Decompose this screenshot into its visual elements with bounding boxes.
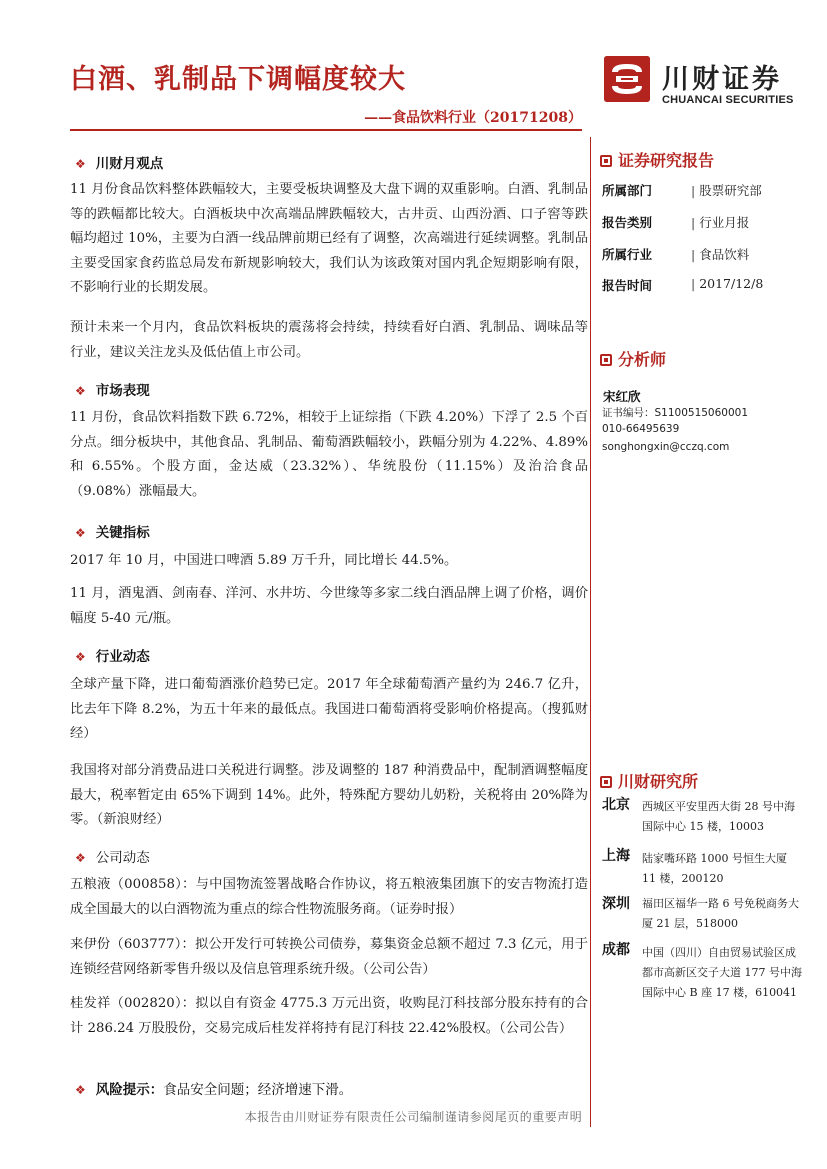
analyst-name: 宋红欣 — [603, 389, 641, 404]
office-address-chengdu: 中国（四川）自由贸易试验区成都市高新区交子大道 177 号中海国际中心 B 座 17 楼，610041 — [642, 946, 802, 999]
analyst-phone: 010-66495639 — [602, 423, 680, 435]
column-divider — [590, 137, 591, 1127]
office-city-beijing: 北京 — [602, 797, 630, 813]
risk-text: 食品安全问题；经济增速下滑。 — [163, 1082, 353, 1098]
office-city-shanghai: 上海 — [602, 848, 630, 864]
sidebar-heading-report: 证券研究报告 — [600, 148, 714, 171]
meta-label-date: 报告时间 — [602, 278, 653, 293]
header-divider — [70, 129, 582, 131]
diamond-bullet-icon: ❖ — [75, 650, 86, 664]
analyst-email[interactable]: songhongxin@cczq.com — [602, 441, 730, 453]
report-square-icon — [600, 155, 612, 167]
office-address-shanghai: 陆家嘴环路 1000 号恒生大厦 11 楼，200120 — [642, 852, 787, 885]
company-paragraph-3: 桂发祥（002820）：拟以自有资金 4775.3 万元出资，收购昆汀科技部分股东持有的合计 286.24 万股股份，交易完成后桂发祥将持有昆汀科技 22.42%股权。（公司公告） — [70, 996, 588, 1036]
report-title: 白酒、乳制品下调幅度较大 — [70, 64, 406, 95]
report-subtitle: ——食品饮料行业（20171208） — [364, 110, 582, 126]
diamond-bullet-icon: ❖ — [75, 1083, 86, 1097]
sidebar-heading-institute: 川财研究所 — [600, 769, 698, 792]
section-heading-view: ❖ 川财月观点 — [75, 156, 164, 172]
footer-disclaimer: 本报告由川财证券有限责任公司编制谨请参阅尾页的重要声明 — [244, 1110, 583, 1124]
risk-notice: ❖ 风险提示：食品安全问题；经济增速下滑。 — [75, 1082, 353, 1098]
institute-square-icon — [600, 776, 612, 788]
diamond-bullet-icon: ❖ — [75, 157, 86, 171]
sidebar-heading-analyst: 分析师 — [600, 347, 666, 370]
logo-emblem-icon — [604, 56, 650, 102]
section-heading-indicators: ❖ 关键指标 — [75, 525, 150, 541]
industry-paragraph-2: 我国将对部分消费品进口关税进行调整。涉及调整的 187 种消费品中，配制酒调整幅度最大，税率暂定由 65%下调到 14%。此外，特殊配方婴幼儿奶粉，关税将由 20%降为零。（新浪财经） — [70, 763, 588, 828]
brand-name-en: CHUANCAI SECURITIES — [662, 94, 794, 106]
view-paragraph-2: 预计未来一个月内，食品饮料板块的震荡将会持续，持续看好白酒、乳制品、调味品等行业，建议关注龙头及低估值上市公司。 — [70, 320, 588, 360]
indicators-paragraph-2: 11 月，酒鬼酒、剑南春、洋河、水井坊、今世缘等多家二线白酒品牌上调了价格，调价幅度 5-40 元/瓶。 — [70, 586, 588, 626]
analyst-cert: 证书编号：S1100515060001 — [602, 407, 749, 419]
indicators-paragraph-1: 2017 年 10 月，中国进口啤酒 5.89 万千升，同比增长 44.5%。 — [70, 553, 458, 568]
diamond-bullet-icon: ❖ — [75, 851, 86, 865]
meta-label-department: 所属部门 — [602, 183, 653, 198]
office-address-shenzhen: 福田区福华一路 6 号免税商务大厦 21 层，518000 — [642, 897, 799, 930]
company-paragraph-1: 五粮液（000858）：与中国物流签署战略合作协议，将五粮液集团旗下的安吉物流打造成全国最大的以白酒物流为重点的综合性物流服务商。（证券时报） — [70, 877, 588, 917]
brand-logo — [604, 56, 650, 102]
analyst-square-icon — [600, 354, 612, 366]
meta-value-industry: | 食品饮料 — [691, 245, 749, 263]
office-address-beijing: 西城区平安里西大街 28 号中海国际中心 15 楼，10003 — [642, 800, 795, 833]
meta-label-industry: 所属行业 — [602, 247, 653, 262]
office-city-shenzhen: 深圳 — [602, 896, 630, 912]
industry-paragraph-1: 全球产量下降，进口葡萄酒涨价趋势已定。2017 年全球葡萄酒产量约为 246.7 亿升，比去年下降 8.2%，为五十年来的最低点。我国进口葡萄酒将受影响价格提高。（搜狐财经） — [70, 677, 588, 742]
section-heading-company: ❖ 公司动态 — [75, 850, 150, 866]
brand-name-cn: 川财证券 — [662, 64, 782, 95]
company-paragraph-2: 来伊份（603777）：拟公开发行可转换公司债券，募集资金总额不超过 7.3 亿元，用于连锁经营网络新零售升级以及信息管理系统升级。（公司公告） — [70, 937, 588, 977]
section-heading-market: ❖ 市场表现 — [75, 383, 150, 399]
diamond-bullet-icon: ❖ — [75, 384, 86, 398]
meta-value-department: | 股票研究部 — [691, 181, 762, 199]
section-heading-industry: ❖ 行业动态 — [75, 649, 150, 665]
office-city-chengdu: 成都 — [602, 942, 630, 958]
meta-value-date: | 2017/12/8 — [691, 276, 763, 291]
market-paragraph: 11 月份，食品饮料指数下跌 6.72%，相较于上证综指（下跌 4.20%）下浮了 2.5 个百分点。细分板块中，其他食品、乳制品、葡萄酒跌幅较小，跌幅分别为 4.22%、4.89%和 6.55%。个股方面，金达威（23.32%）、华统股份（11.15%）及治洽食品（9.08%）涨幅最大。 — [70, 410, 588, 499]
meta-label-type: 报告类别 — [602, 215, 653, 230]
diamond-bullet-icon: ❖ — [75, 526, 86, 540]
view-paragraph-1: 11 月份食品饮料整体跌幅较大，主要受板块调整及大盘下调的双重影响。白酒、乳制品等的跌幅都比较大。白酒板块中次高端品牌跌幅较大，古井贡、山西汾酒、口子窖等跌幅均超过 10%，主要为白酒一线品牌前期已经有了调整，次高端进行延续调整。乳制品主要受国家食药监总局发布新规影响较大，我们认为该政策对国内乳企短期影响有限，不影响行业的长期发展。 — [70, 182, 588, 296]
meta-value-type: | 行业月报 — [691, 213, 749, 231]
